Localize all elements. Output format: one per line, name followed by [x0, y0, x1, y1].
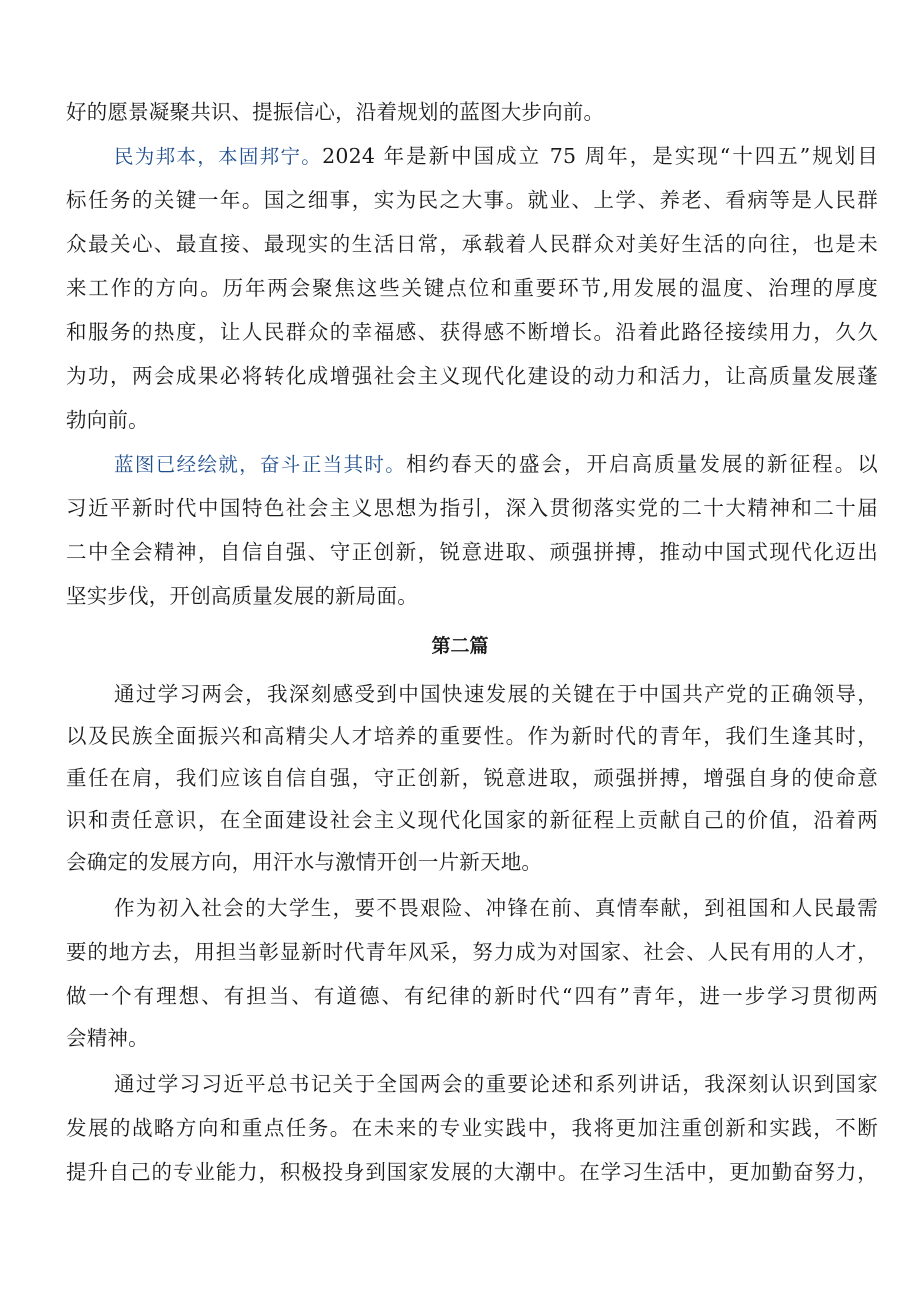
paragraph-line: 通过学习习近平总书记关于全国两会的重要论述和系列讲话，我深刻认识到国家: [114, 1072, 878, 1096]
paragraph-first-line: [114, 142, 878, 171]
paragraph-line: 勃向前。: [66, 408, 149, 432]
paragraph-text: 2024 年是新中国成立 75 周年，是实现“十四五”规划目: [322, 144, 878, 168]
paragraph-line: 好的愿景凝聚共识、提振信心，沿着规划的蓝图大步向前。: [66, 100, 605, 124]
paragraph-line: 作为初入社会的大学生，要不畏艰险、冲锋在前、真情奉献，到祖国和人民最需: [114, 896, 878, 920]
paragraph-line: 会精神。: [66, 1026, 149, 1050]
paragraph-line: 识和责任意识，在全面建设社会主义现代化国家的新征程上贡献自己的价值，沿着两: [66, 808, 878, 832]
paragraph-lead-phrase: 民为邦本，本固邦宁。: [114, 145, 323, 168]
paragraph-first-line: [114, 450, 878, 479]
paragraph-line: 标任务的关键一年。国之细事，实为民之大事。就业、上学、养老、看病等是人民群: [66, 188, 878, 212]
paragraph-line: 提升自己的专业能力，积极投身到国家发展的大潮中。在学习生活中，更加勤奋努力，: [66, 1160, 878, 1184]
paragraph-line: 发展的战略方向和重点任务。在未来的专业实践中，我将更加注重创新和实践，不断: [66, 1116, 878, 1140]
paragraph-line: 和服务的热度，让人民群众的幸福感、获得感不断增长。沿着此路径接续用力，久久: [66, 320, 878, 344]
paragraph-line: 众最关心、最直接、最现实的生活日常，承载着人民群众对美好生活的向往，也是未: [66, 232, 878, 256]
paragraph-line: 通过学习两会，我深刻感受到中国快速发展的关键在于中国共产党的正确领导，: [114, 682, 878, 706]
paragraph-lead-phrase: 蓝图已经绘就，奋斗正当其时。: [114, 453, 407, 476]
paragraph-line: 会确定的发展方向，用汗水与激情开创一片新天地。: [66, 850, 543, 874]
paragraph-line: 来工作的方向。历年两会聚焦这些关键点位和重要环节,用发展的温度、治理的厚度: [66, 276, 878, 300]
paragraph-line: 坚实步伐，开创高质量发展的新局面。: [66, 584, 418, 608]
paragraph-line: 为功，两会成果必将转化成增强社会主义现代化建设的动力和活力，让高质量发展蓬: [66, 364, 878, 388]
paragraph-line: 要的地方去，用担当彰显新时代青年风采，努力成为对国家、社会、人民有用的人才，: [66, 940, 878, 964]
paragraph-line: 习近平新时代中国特色社会主义思想为指引，深入贯彻落实党的二十大精神和二十届: [66, 496, 878, 520]
paragraph-line: 二中全会精神，自信自强、守正创新，锐意进取、顽强拼搏，推动中国式现代化迈出: [66, 540, 878, 564]
paragraph-text: 相约春天的盛会，开启高质量发展的新征程。以: [406, 452, 878, 476]
section-title: 第二篇: [431, 635, 489, 657]
paragraph-line: 做一个有理想、有担当、有道德、有纪律的新时代“四有”青年，进一步学习贯彻两: [66, 984, 878, 1008]
paragraph-line: 重任在肩，我们应该自信自强，守正创新，锐意进取，顽强拼搏，增强自身的使命意: [66, 766, 878, 790]
paragraph-line: 以及民族全面振兴和高精尖人才培养的重要性。作为新时代的青年，我们生逢其时，: [66, 724, 878, 748]
